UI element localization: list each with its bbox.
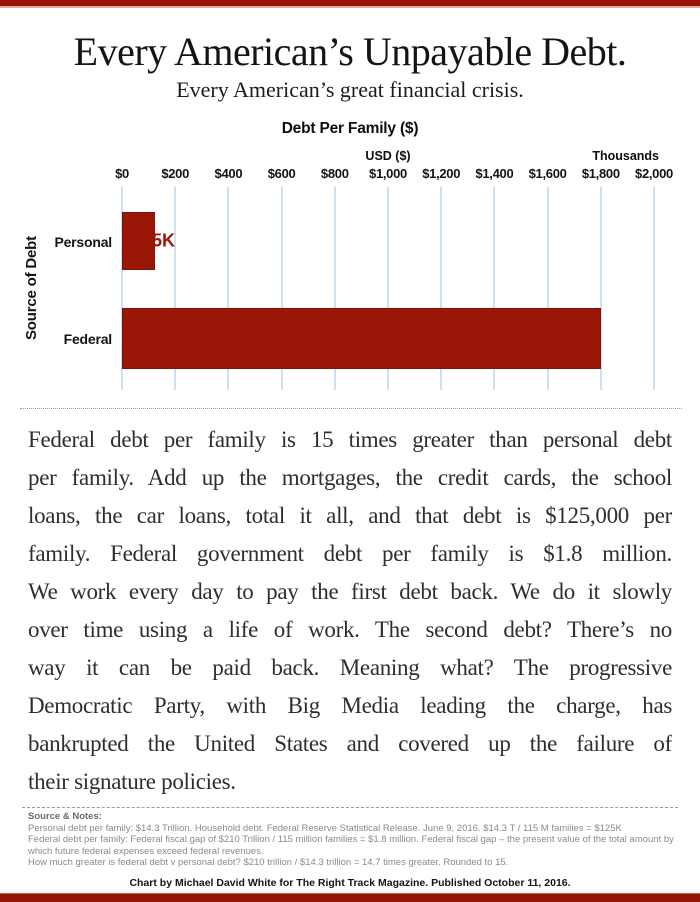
chart-body-divider: [20, 408, 682, 409]
source-note-federal: Federal debt per family: Federal fiscal gap of $210 Trillion / 115 million families = $1.8 million. Federal fiscal gap – the present value of the total amount by which future federal expenses exceed federal revenues.: [28, 834, 674, 857]
y-axis-title: Source of Debt: [23, 236, 40, 341]
x-tick-label: $1,000: [369, 166, 407, 181]
source-notes-heading: Source & Notes:: [28, 811, 102, 822]
value-label-personal: $125K: [122, 230, 176, 251]
essay-paragraph: [28, 421, 672, 801]
source-notes-block: [28, 811, 680, 869]
chart-credit: Chart by Michael David White for The Right Track Magazine. Published October 11, 2016.: [129, 877, 571, 889]
plot-area: [122, 187, 654, 390]
bar-federal: [122, 308, 601, 369]
x-tick-label: $2,000: [635, 166, 673, 181]
page-title: Every American’s Unpayable Debt.: [73, 29, 627, 74]
page-subtitle: Every American’s great financial crisis.: [176, 77, 524, 102]
essay-line: We work every day to pay the first debt back. We do it slowly: [28, 579, 672, 604]
essay-line: way it can be paid back. Meaning what? The progressive: [28, 655, 672, 680]
essay-line: family. Federal government debt per family is $1.8 million.: [28, 541, 672, 566]
x-tick-label: $400: [214, 166, 243, 181]
x-axis-tick-row: [115, 166, 673, 182]
category-label-personal: Personal: [54, 234, 112, 250]
x-tick-label: $600: [267, 166, 296, 181]
essay-line: bankrupted the United States and covered up the failure of: [28, 731, 672, 756]
category-label-federal: Federal: [63, 331, 112, 347]
x-tick-label: $1,600: [528, 166, 567, 181]
source-note-comparison: How much greater is federal debt v personal debt? $210 trillion / $14.3 trillion = 14.7 times greater. Rounded to 15.: [28, 857, 509, 868]
chart-title: Debt Per Family ($): [281, 120, 419, 137]
x-axis-scale-label: Thousands: [592, 149, 659, 163]
source-note-personal: Personal debt per family: $14.3 Trillion. Household debt. Federal Reserve Statistical Release. June 9, 2016. $14.3 T / 115 M families = $125K: [28, 822, 622, 834]
x-tick-label: $1,400: [475, 166, 514, 181]
essay-line: their signature policies.: [28, 769, 236, 794]
essay-line: Democratic Party, with Big Media leading the charge, has: [28, 693, 672, 718]
x-tick-label: $1,200: [422, 166, 461, 181]
x-tick-label: $800: [320, 166, 349, 181]
notes-divider: [22, 807, 678, 808]
x-tick-label: $0: [115, 166, 129, 181]
bottom-accent-bar: [0, 893, 700, 902]
essay-line: per family. Add up the mortgages, the credit cards, the school: [28, 465, 672, 490]
value-label-federal: $1.8M: [122, 328, 170, 347]
essay-line: over time using a life of work. The second debt? There’s no: [28, 617, 672, 642]
x-tick-label: $1,800: [581, 166, 620, 181]
x-axis-unit-label: USD ($): [365, 149, 411, 163]
top-accent-bar: [0, 0, 700, 8]
gridline: [653, 187, 655, 390]
essay-line: loans, the car loans, total it all, and that debt is $125,000 per: [28, 503, 672, 528]
essay-line: Federal debt per family is 15 times greater than personal debt: [28, 427, 672, 452]
x-tick-label: $200: [161, 166, 190, 181]
